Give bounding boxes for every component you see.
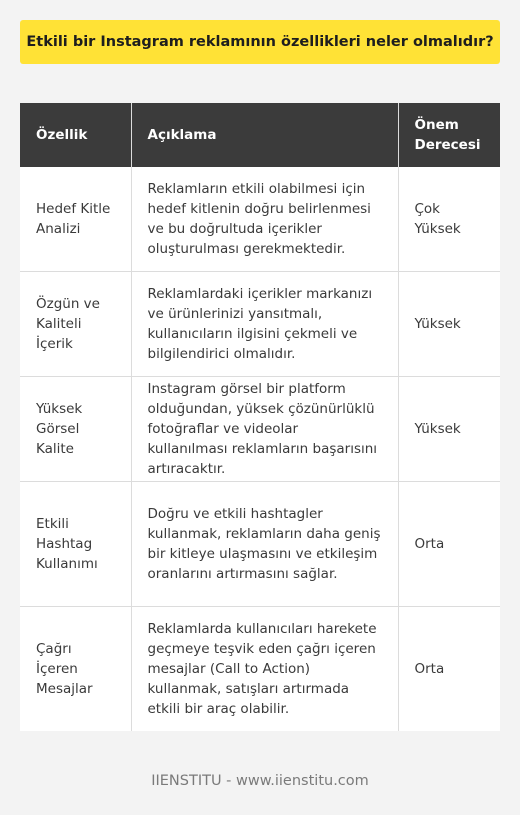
feature-cell: Hedef Kitle Analizi <box>20 167 131 272</box>
footer-credit: IIENSTITU - www.iienstitu.com <box>151 773 369 789</box>
table-row <box>20 377 500 482</box>
description-cell: Reklamlardaki içerikler markanızı ve ürünlerinizi yansıtmalı, kullanıcıların ilgisini çekmeli ve bilgilendirici olmalıdır. <box>131 272 398 377</box>
importance-cell: Yüksek <box>398 272 500 377</box>
table-row <box>20 272 500 377</box>
table-row <box>20 607 500 732</box>
importance-cell: Yüksek <box>398 377 500 482</box>
importance-cell: Orta <box>398 482 500 607</box>
header-description: Açıklama <box>131 103 398 167</box>
description-cell: Doğru ve etkili hashtagler kullanmak, reklamların daha geniş bir kitleye ulaşmasını ve etkileşim oranlarını artırmasını sağlar. <box>131 482 398 607</box>
importance-cell: Orta <box>398 607 500 732</box>
feature-cell: Yüksek Görsel Kalite <box>20 377 131 482</box>
features-table <box>20 103 500 731</box>
table-row <box>20 167 500 272</box>
page-title: Etkili bir Instagram reklamının özellikleri neler olmalıdır? <box>20 20 500 64</box>
table-row <box>20 482 500 607</box>
header-feature: Özellik <box>20 103 131 167</box>
header-importance: Önem Derecesi <box>398 103 500 167</box>
table-header-row <box>20 103 500 167</box>
description-cell: Reklamlarda kullanıcıları harekete geçmeye teşvik eden çağrı içeren mesajlar (Call to Action) kullanmak, satışları artırmada etkili bir araç olabilir. <box>131 607 398 732</box>
description-cell: Instagram görsel bir platform olduğundan, yüksek çözünürlüklü fotoğraflar ve videolar kullanılması reklamların başarısını artıracaktır. <box>131 377 398 482</box>
feature-cell: Etkili Hashtag Kullanımı <box>20 482 131 607</box>
feature-cell: Özgün ve Kaliteli İçerik <box>20 272 131 377</box>
feature-cell: Çağrı İçeren Mesajlar <box>20 607 131 732</box>
description-cell: Reklamların etkili olabilmesi için hedef kitlenin doğru belirlenmesi ve bu doğrultuda içerikler oluşturulması gerekmektedir. <box>131 167 398 272</box>
importance-cell: Çok Yüksek <box>398 167 500 272</box>
